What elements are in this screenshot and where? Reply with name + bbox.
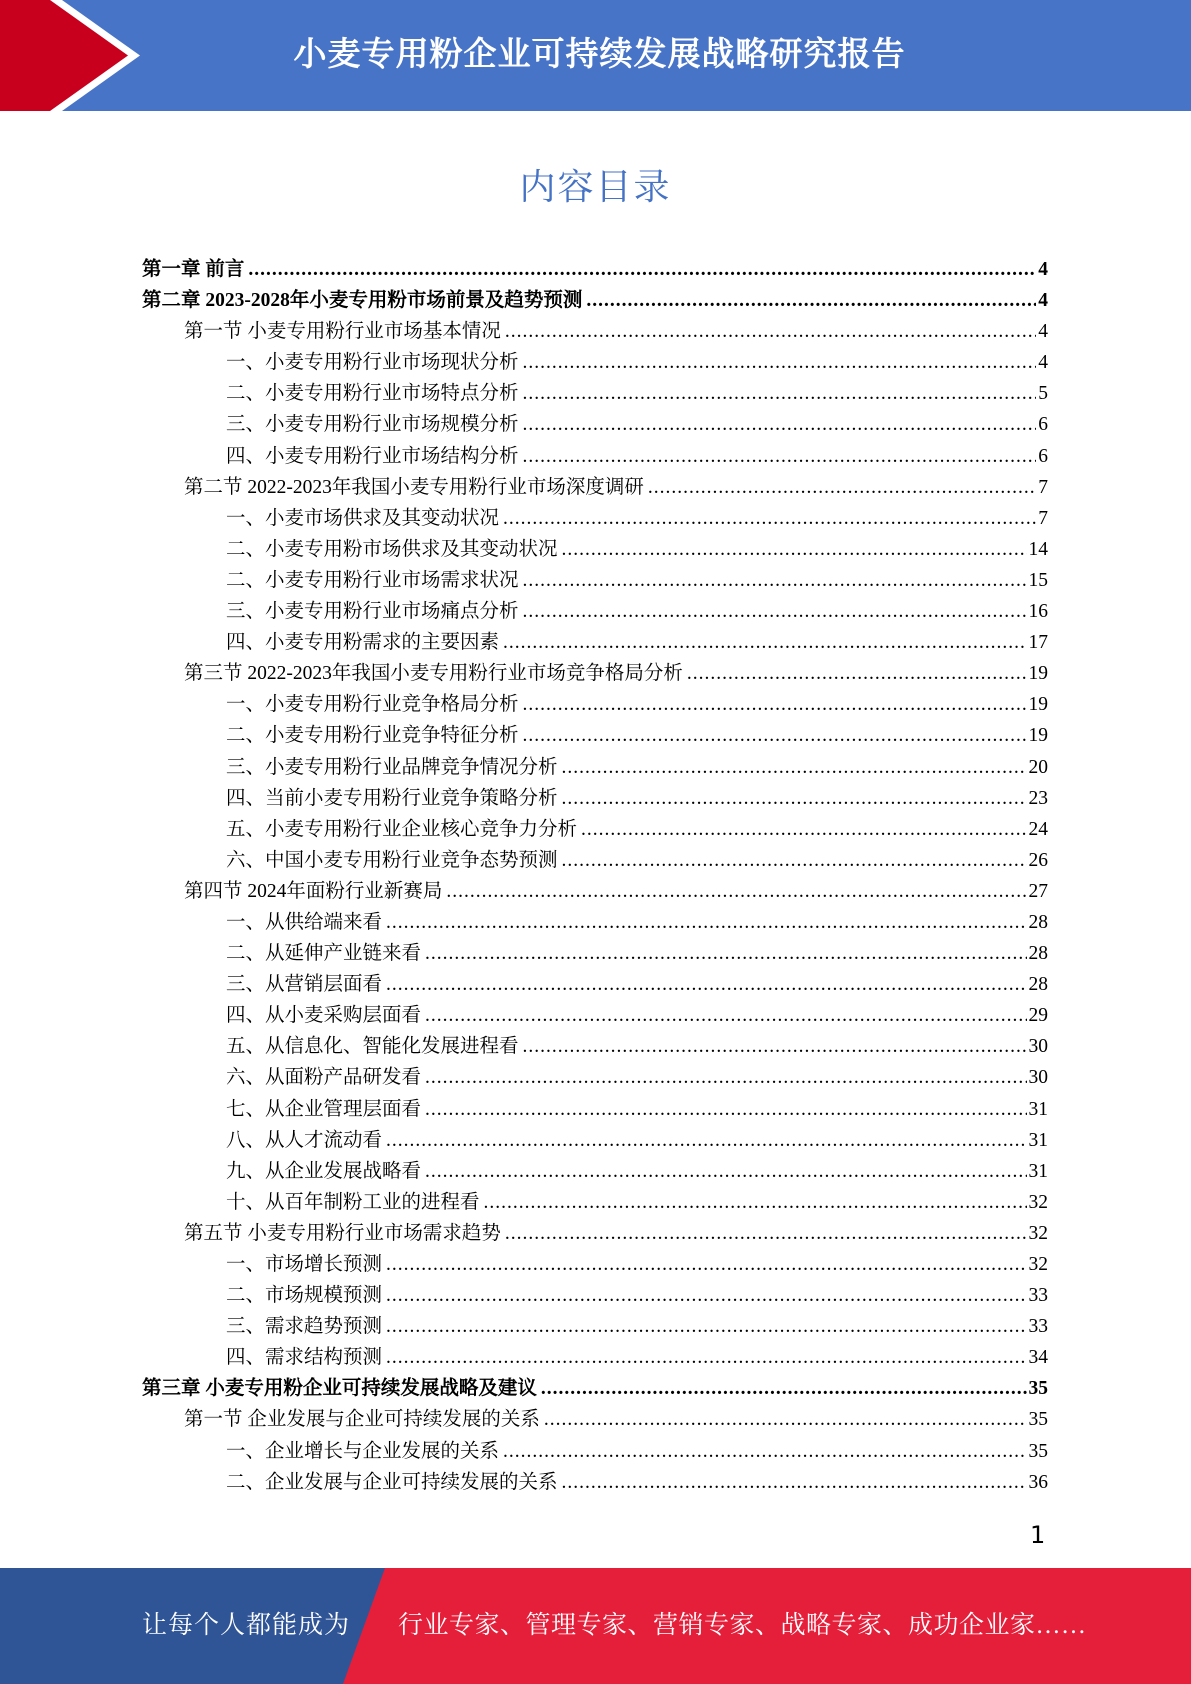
toc-entry[interactable]: [142, 658, 1048, 689]
toc-entry[interactable]: [142, 1187, 1048, 1218]
toc-entry-title: 二、小麦专用粉市场供求及其变动状况: [226, 538, 558, 560]
toc-entry[interactable]: [142, 876, 1048, 907]
toc-entry-page: 20: [1028, 756, 1048, 778]
header-band: [0, 0, 1191, 111]
toc-dot-leader: [425, 1000, 1026, 1031]
toc-entry-title: 第二章 2023-2028年小麦专用粉市场前景及趋势预测: [142, 290, 583, 312]
toc-dot-leader: [562, 783, 1027, 814]
toc-entry-page: 28: [1028, 911, 1048, 933]
toc-entry[interactable]: [142, 1311, 1048, 1342]
toc-entry-title: 第三节 2022-2023年我国小麦专用粉行业市场竞争格局分析: [184, 663, 683, 685]
toc-entry-title: 第三章 小麦专用粉企业可持续发展战略及建议: [142, 1378, 537, 1400]
toc-entry[interactable]: [142, 627, 1048, 658]
toc-entry-title: 四、需求结构预测: [226, 1347, 383, 1369]
toc-entry-title: 五、小麦专用粉行业企业核心竞争力分析: [226, 818, 578, 840]
toc-entry-title: 八、从人才流动看: [226, 1129, 383, 1151]
toc-entry-page: 7: [1038, 476, 1048, 498]
toc-entry[interactable]: [142, 1467, 1048, 1498]
toc-entry[interactable]: [142, 347, 1048, 378]
toc-entry-page: 19: [1028, 663, 1048, 685]
toc-entry-page: 24: [1028, 818, 1048, 840]
toc-entry-title: 六、从面粉产品研发看: [226, 1067, 422, 1089]
toc-entry-page: 30: [1028, 1067, 1048, 1089]
toc-dot-leader: [386, 1249, 1026, 1280]
toc-entry-page: 35: [1028, 1409, 1048, 1431]
toc-dot-leader: [248, 254, 1036, 285]
toc-entry[interactable]: [142, 938, 1048, 969]
page-number: 1: [1030, 1521, 1046, 1549]
toc-entry-page: 34: [1028, 1347, 1048, 1369]
toc-dot-leader: [544, 1404, 1027, 1435]
toc-dot-leader: [562, 534, 1027, 565]
toc-dot-leader: [503, 627, 1026, 658]
toc-entry[interactable]: [142, 1000, 1048, 1031]
toc-dot-leader: [687, 658, 1027, 689]
toc-entry[interactable]: [142, 1280, 1048, 1311]
toc-entry-title: 四、小麦专用粉行业市场结构分析: [226, 445, 519, 467]
toc-entry[interactable]: [142, 689, 1048, 720]
toc-entry-title: 第一章 前言: [142, 259, 245, 280]
toc-entry-page: 6: [1038, 445, 1048, 467]
toc-entry-page: 7: [1038, 507, 1048, 529]
toc-entry[interactable]: [142, 1031, 1048, 1062]
toc-entry[interactable]: [142, 1062, 1048, 1093]
toc-entry[interactable]: [142, 1094, 1048, 1125]
toc-entry-page: 14: [1028, 538, 1048, 560]
toc-entry-title: 第二节 2022-2023年我国小麦专用粉行业市场深度调研: [184, 476, 644, 498]
table-of-contents: [142, 254, 1048, 1498]
toc-dot-leader: [386, 1125, 1026, 1156]
toc-entry[interactable]: [142, 1249, 1048, 1280]
toc-dot-leader: [562, 752, 1027, 783]
toc-dot-leader: [523, 689, 1027, 720]
toc-entry-title: 二、小麦专用粉行业市场需求状况: [226, 569, 519, 591]
toc-entry-page: 26: [1028, 849, 1048, 871]
toc-entry-title: 二、从延伸产业链来看: [226, 943, 422, 965]
toc-entry-title: 三、小麦专用粉行业品牌竞争情况分析: [226, 756, 558, 778]
toc-dot-leader: [523, 347, 1037, 378]
toc-entry-page: 4: [1038, 321, 1048, 343]
toc-entry-title: 四、当前小麦专用粉行业竞争策略分析: [226, 787, 558, 809]
toc-entry-title: 五、从信息化、智能化发展进程看: [226, 1036, 519, 1058]
toc-entry-page: 28: [1028, 974, 1048, 996]
toc-entry[interactable]: [142, 1218, 1048, 1249]
toc-entry-page: 32: [1028, 1191, 1048, 1213]
toc-entry[interactable]: [142, 254, 1048, 285]
toc-entry-page: 33: [1028, 1285, 1048, 1307]
toc-entry-title: 第一节 企业发展与企业可持续发展的关系: [184, 1409, 540, 1431]
toc-entry-title: 三、小麦专用粉行业市场痛点分析: [226, 601, 519, 623]
toc-entry-page: 5: [1038, 383, 1048, 405]
toc-entry[interactable]: [142, 783, 1048, 814]
toc-dot-leader: [425, 938, 1026, 969]
toc-entry[interactable]: [142, 534, 1048, 565]
toc-entry-page: 35: [1028, 1440, 1048, 1462]
toc-dot-leader: [505, 316, 1036, 347]
toc-entry-title: 一、企业增长与企业发展的关系: [226, 1440, 500, 1462]
toc-entry[interactable]: [142, 1125, 1048, 1156]
toc-dot-leader: [523, 565, 1027, 596]
toc-dot-leader: [523, 441, 1037, 472]
toc-dot-leader: [586, 285, 1036, 316]
toc-entry-page: 30: [1028, 1036, 1048, 1058]
toc-entry-page: 36: [1028, 1471, 1048, 1493]
toc-entry-title: 第五节 小麦专用粉行业市场需求趋势: [184, 1222, 501, 1244]
toc-dot-leader: [484, 1187, 1027, 1218]
toc-entry-title: 九、从企业发展战略看: [226, 1160, 422, 1182]
toc-dot-leader: [523, 720, 1027, 751]
toc-dot-leader: [386, 907, 1026, 938]
report-title: 小麦专用粉企业可持续发展战略研究报告: [293, 34, 906, 73]
toc-entry[interactable]: [142, 1156, 1048, 1187]
toc-entry-title: 一、小麦市场供求及其变动状况: [226, 507, 500, 529]
toc-dot-leader: [541, 1373, 1027, 1404]
toc-entry-page: 15: [1028, 569, 1048, 591]
toc-entry-title: 四、从小麦采购层面看: [226, 1005, 422, 1027]
toc-entry-page: 33: [1028, 1316, 1048, 1338]
toc-entry[interactable]: [142, 845, 1048, 876]
toc-dot-leader: [425, 1156, 1026, 1187]
toc-entry[interactable]: [142, 316, 1048, 347]
toc-entry[interactable]: [142, 1404, 1048, 1435]
toc-entry[interactable]: [142, 752, 1048, 783]
toc-entry[interactable]: [142, 441, 1048, 472]
toc-dot-leader: [503, 1436, 1026, 1467]
toc-entry-title: 第一节 小麦专用粉行业市场基本情况: [184, 321, 501, 343]
toc-entry-title: 一、小麦专用粉行业市场现状分析: [226, 352, 519, 374]
toc-entry[interactable]: [142, 378, 1048, 409]
toc-entry-title: 二、小麦专用粉行业竞争特征分析: [226, 725, 519, 747]
toc-entry-title: 一、市场增长预测: [226, 1254, 383, 1275]
toc-entry-page: 35: [1028, 1378, 1048, 1400]
toc-entry-title: 四、小麦专用粉需求的主要因素: [226, 632, 500, 654]
toc-entry-title: 二、小麦专用粉行业市场特点分析: [226, 383, 519, 405]
toc-entry[interactable]: [142, 969, 1048, 1000]
toc-heading: 内容目录: [519, 167, 672, 208]
toc-dot-leader: [386, 1311, 1026, 1342]
toc-entry-title: 六、中国小麦专用粉行业竞争态势预测: [226, 849, 558, 871]
toc-entry[interactable]: [142, 814, 1048, 845]
toc-entry-page: 23: [1028, 787, 1048, 809]
toc-dot-leader: [581, 814, 1026, 845]
toc-entry-title: 三、从营销层面看: [226, 974, 383, 996]
toc-dot-leader: [386, 969, 1026, 1000]
toc-entry[interactable]: [142, 285, 1048, 316]
toc-entry-title: 三、小麦专用粉行业市场规模分析: [226, 414, 519, 436]
toc-entry[interactable]: [142, 720, 1048, 751]
toc-dot-leader: [386, 1280, 1026, 1311]
toc-entry-title: 三、需求趋势预测: [226, 1316, 383, 1338]
toc-entry-page: 29: [1028, 1005, 1048, 1027]
toc-entry-page: 31: [1028, 1129, 1048, 1151]
toc-dot-leader: [386, 1342, 1026, 1373]
toc-entry[interactable]: [142, 1342, 1048, 1373]
footer-slogan-left: 让每个人都能成为: [142, 1612, 351, 1639]
toc-entry-page: 32: [1028, 1222, 1048, 1244]
toc-entry-title: 十、从百年制粉工业的进程看: [226, 1191, 480, 1213]
toc-dot-leader: [648, 472, 1036, 503]
toc-entry-title: 二、市场规模预测: [226, 1285, 383, 1307]
toc-entry[interactable]: [142, 907, 1048, 938]
toc-entry-page: 27: [1028, 880, 1048, 902]
toc-dot-leader: [425, 1062, 1026, 1093]
toc-entry-title: 一、小麦专用粉行业竞争格局分析: [226, 694, 519, 716]
toc-entry-page: 31: [1028, 1160, 1048, 1182]
toc-entry-title: 二、企业发展与企业可持续发展的关系: [226, 1471, 558, 1493]
toc-dot-leader: [562, 845, 1027, 876]
toc-dot-leader: [562, 1467, 1027, 1498]
toc-entry-title: 第四节 2024年面粉行业新赛局: [184, 880, 443, 902]
toc-dot-leader: [523, 409, 1037, 440]
toc-entry-page: 31: [1028, 1098, 1048, 1120]
footer-band: [0, 1568, 1191, 1684]
toc-entry-title: 一、从供给端来看: [226, 911, 383, 933]
toc-dot-leader: [446, 876, 1026, 907]
toc-entry[interactable]: [142, 565, 1048, 596]
toc-entry-page: 19: [1028, 694, 1048, 716]
toc-dot-leader: [523, 596, 1027, 627]
toc-entry[interactable]: [142, 1436, 1048, 1467]
toc-dot-leader: [523, 1031, 1027, 1062]
footer-slogan-right: 行业专家、管理专家、营销专家、战略专家、成功企业家……: [398, 1612, 1087, 1639]
toc-dot-leader: [425, 1094, 1026, 1125]
toc-entry[interactable]: [142, 503, 1048, 534]
toc-entry-title: 七、从企业管理层面看: [226, 1098, 422, 1120]
toc-entry-page: 4: [1038, 259, 1048, 280]
toc-dot-leader: [523, 378, 1037, 409]
toc-entry-page: 4: [1038, 352, 1048, 374]
toc-entry-page: 4: [1038, 290, 1048, 312]
toc-entry[interactable]: [142, 1373, 1048, 1404]
toc-dot-leader: [503, 503, 1036, 534]
toc-entry-page: 17: [1028, 632, 1048, 654]
toc-dot-leader: [505, 1218, 1027, 1249]
toc-entry[interactable]: [142, 596, 1048, 627]
toc-entry[interactable]: [142, 409, 1048, 440]
toc-entry-page: 16: [1028, 601, 1048, 623]
toc-entry-page: 6: [1038, 414, 1048, 436]
toc-entry[interactable]: [142, 472, 1048, 503]
toc-entry-page: 28: [1028, 943, 1048, 965]
toc-entry-page: 32: [1028, 1254, 1048, 1275]
toc-entry-page: 19: [1028, 725, 1048, 747]
